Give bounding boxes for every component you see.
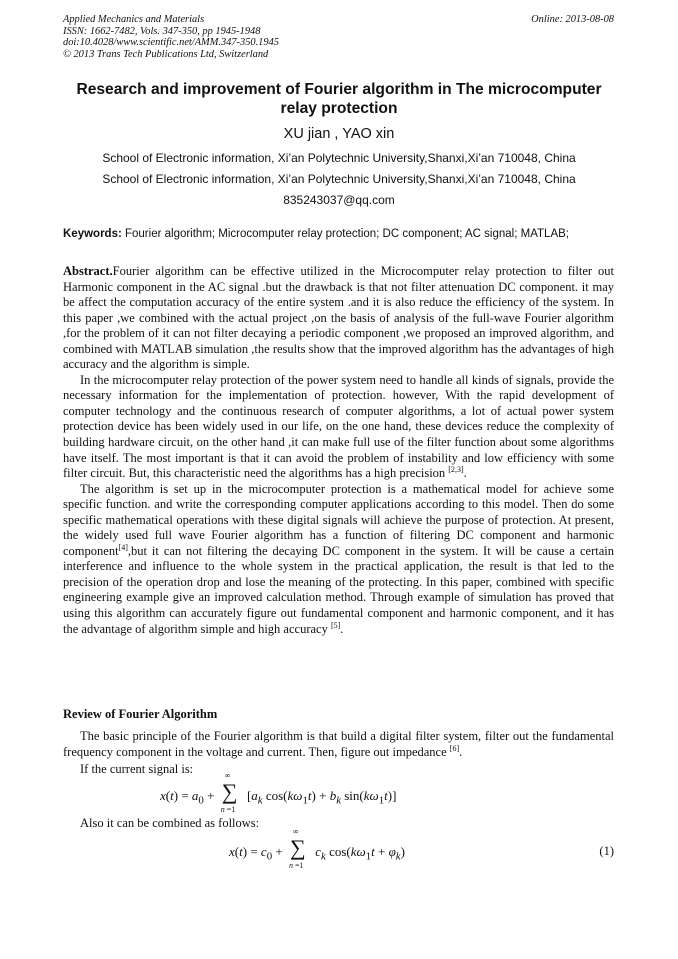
email: 835243037@qq.com [283,193,395,207]
section-paragraph-text: The basic principle of the Fourier algorithm is that build a digital filter system, filter out the fundamental frequency component in the voltage and current. Then, figure out impedance [63,729,614,759]
authors: XU jian , YAO xin [283,126,395,142]
paragraph-1 [63,373,614,482]
paragraph-2 [63,482,614,637]
section-text [63,729,614,760]
paragraph-2-text-a: The algorithm is set up in the microcomputer protection is a mathematical model for achieve some specific function. and write the corresponding computer applications according to this model. Then do some specific mathematical operations with these digital signals will achieve the purpose of protection. At present, the widely used full wave Fourier algorithm has a function of filtering DC component and harmonic component [63,481,614,558]
citation: [4] [118,542,128,552]
paragraph-1-end: . [463,466,467,481]
citation: [5] [330,620,341,630]
combined-intro: Also it can be combined as follows: [80,816,260,830]
journal-header [63,14,614,60]
paragraph-1-text: In the microcomputer relay protection of the power system need to handle all kinds of signals, provide the necessary information for the implementation of protection. however, With the rapid development of computer technology and the continuous research of computer algorithms, a lot of actual power system protection device has been widely used in our life, on the one hand, these devices reduce the complexity of building hardware circuit, on the other hand ,it can make full use of the filter function about some algorithms have itself. The most important is that it can avoid the problem of instability and low efficiency with some filter circuit. But, this characteristic need the algorithms has a high precision [63,372,614,481]
citation: [6] [449,743,460,753]
abstract-text: Fourier algorithm can be effective utilized in the Microcomputer relay protection to filter out Harmonic component in the AC signal .but the drawback is that not filter attenuation DC component. it may be affect the computation accuracy of the entire system .and it is also reduce the efficiency of the system. In this paper ,we combined with the actual project ,on the basis of analysis of the full-wave Fourier algorithm ,for the problem of it can not filter decaying a periodic component ,we proposed an improved algorithm, and combined with MATLAB simulation ,the results show that the improved algorithm has the advantages of high accuracy and the algorithm is simple. [63,264,614,372]
issn-line: ISSN: 1662-7482, Vols. 347-350, pp 1945-1948 [63,25,261,37]
doi-line: doi:10.4028/www.scientific.net/AMM.347-350.1945 [63,37,279,49]
fourier-series-equation: $x(t) = a_0$ + ∞ ∑ n =1 [$a_k$ $\cos(k\omega_1t) + b_k$ $\sin(k\omega_1t)$] [160,771,397,815]
citation: [2,3] [448,465,464,475]
online-date: Online: 2013-08-08 [531,14,614,25]
keywords-label: Keywords: [63,228,122,240]
affiliation-2: School of Electronic information, Xi’an Polytechnic University,Shanxi,Xi’an 710048, China [102,172,576,186]
abstract [63,264,614,373]
journal-name: Applied Mechanics and Materials [63,14,205,25]
paper-title: Research and improvement of Fourier algorithm in The microcomputer relay protection [76,81,602,117]
copyright-line: © 2013 Trans Tech Publications Ltd, Switzerland [63,48,269,60]
combined-equation: $x(t) = c_0$ + ∞ ∑ n =1 $c_k$ $\cos(k\omega_1t + \varphi_k)$ [229,827,405,871]
paragraph-2-text-b: ,but it can not filtering the decaying DC component in the system. It will be cause a certain interference and influence to the whole system in the practical application, the result is that led to the precision of the operation drop and lose the meaning of the protecting. In this paper, combined with specific engineering example give an improved calculation method. Through example of simulation has proved that using this algorithm can accurately figure out fundamental component and harmonic component, and it has the advantage of algorithm simple and high accuracy [63,543,614,636]
affiliation-1: School of Electronic information, Xi’an Polytechnic University,Shanxi,Xi’an 710048, China [102,151,576,165]
main-text [63,264,614,637]
keywords-text: Fourier algorithm; Microcomputer relay protection; DC component; AC signal; MATLAB; [121,228,569,240]
section-heading: Review of Fourier Algorithm [63,707,218,721]
abstract-label: Abstract. [63,264,113,278]
keywords [63,228,623,240]
equation-number: (1) [599,844,614,858]
section-paragraph [63,729,614,760]
paragraph-2-end: . [340,621,344,636]
signal-intro: If the current signal is: [80,762,194,776]
section-paragraph-end: . [459,744,463,759]
